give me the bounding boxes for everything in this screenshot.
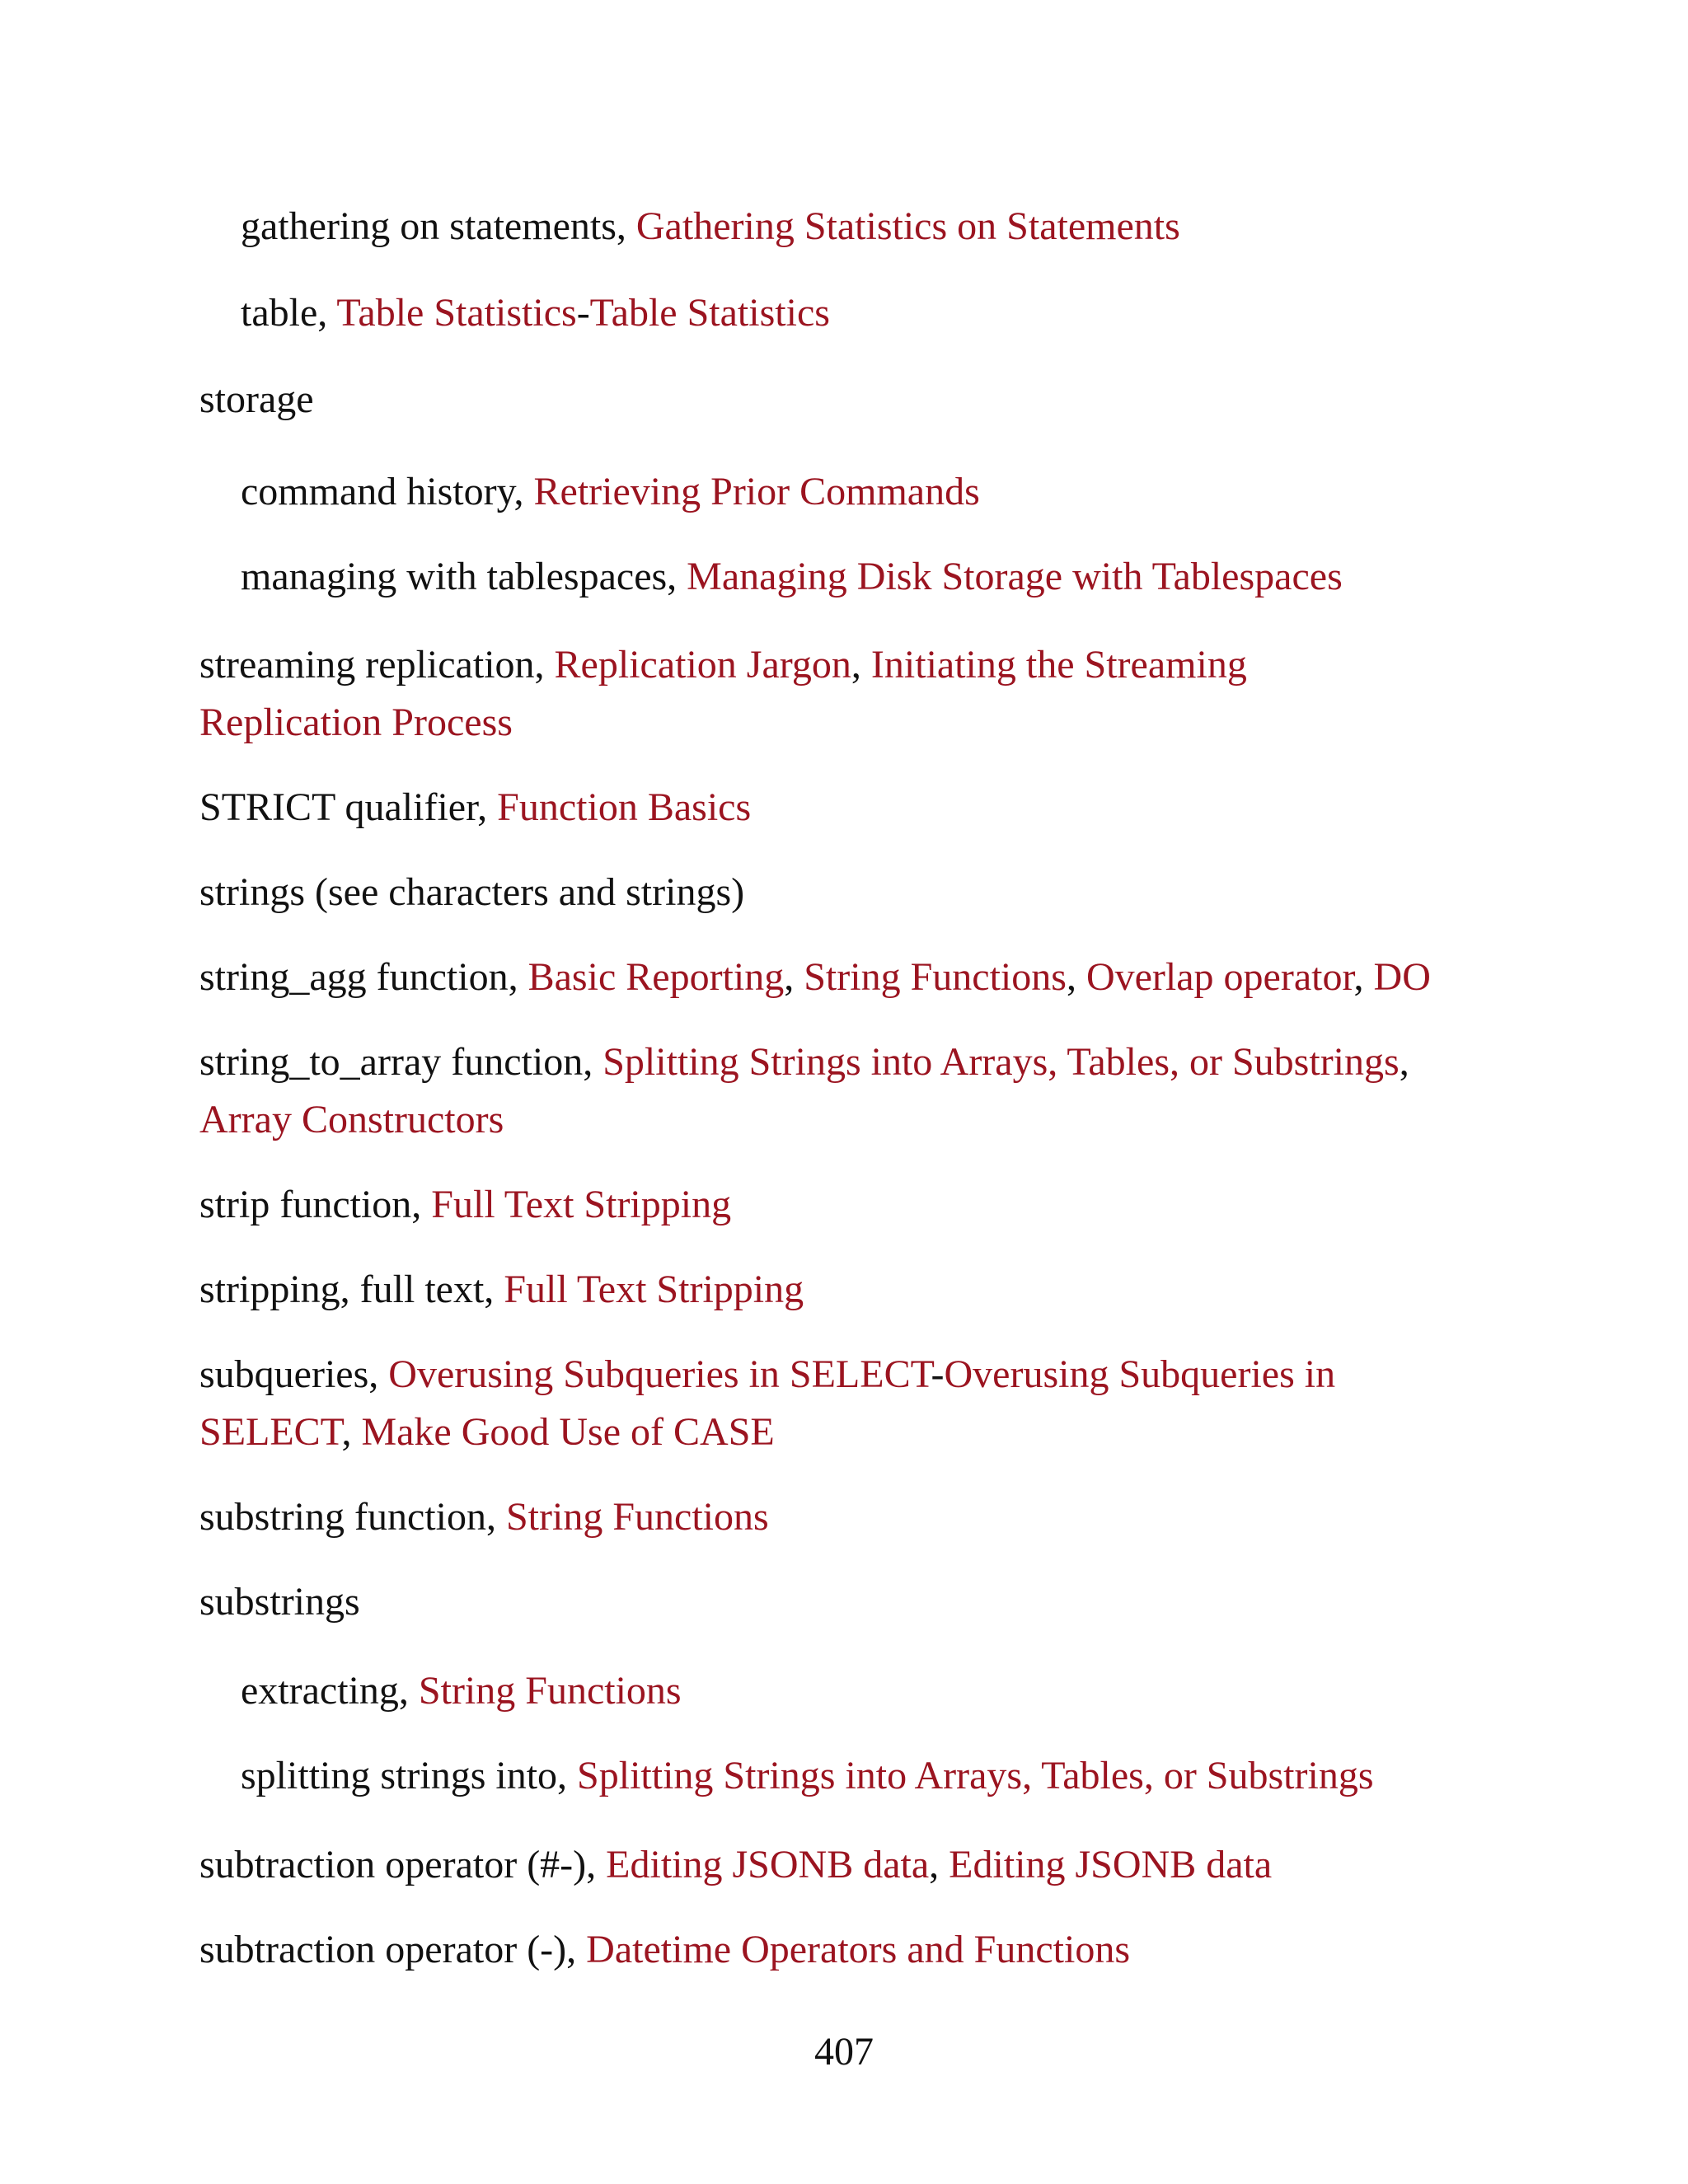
index-entry-gathering-on-statements xyxy=(241,198,1559,255)
index-term: strip function, xyxy=(199,1183,432,1226)
index-entry-string-to-array xyxy=(199,1033,1485,1149)
index-link-editing-jsonb-data[interactable]: Editing JSONB data xyxy=(606,1843,930,1886)
index-link-overusing-subqueries-start[interactable]: Overusing Subqueries in SELECT xyxy=(388,1352,931,1396)
index-link-splitting-strings[interactable]: Splitting Strings into Arrays, Tables, or Substrings xyxy=(603,1040,1400,1084)
index-term: command history, xyxy=(241,470,534,513)
index-entry-command-history xyxy=(241,463,1559,521)
index-term: STRICT qualifier, xyxy=(199,785,498,829)
index-link-string-functions[interactable]: String Functions xyxy=(418,1669,682,1713)
separator: , xyxy=(1399,1040,1409,1084)
index-entry-extracting xyxy=(241,1662,1559,1720)
index-term: subtraction operator (-), xyxy=(199,1928,587,1971)
index-term: strings (see characters and strings) xyxy=(199,870,745,914)
separator: , xyxy=(1066,955,1086,999)
index-entry-strip-function xyxy=(199,1176,1518,1234)
index-link-retrieving-prior-commands[interactable]: Retrieving Prior Commands xyxy=(533,470,980,513)
index-entry-stripping-full-text xyxy=(199,1261,1518,1319)
index-link-function-basics[interactable]: Function Basics xyxy=(497,785,752,829)
index-link-full-text-stripping[interactable]: Full Text Stripping xyxy=(431,1183,732,1226)
separator: , xyxy=(784,955,804,999)
index-term: stripping, full text, xyxy=(199,1268,504,1311)
index-term: string_agg function, xyxy=(199,955,528,999)
index-entry-subtraction-operator-hash xyxy=(199,1836,1518,1894)
separator: , xyxy=(1353,955,1374,999)
index-entry-table xyxy=(241,284,1559,342)
index-link-make-good-use-of-case[interactable]: Make Good Use of CASE xyxy=(361,1410,775,1454)
index-link-initiating-streaming-replication[interactable]: Initiating the Streaming Replication Process xyxy=(199,643,1247,744)
index-term: gathering on statements, xyxy=(241,204,636,248)
index-term: managing with tablespaces, xyxy=(241,555,687,598)
index-term: substring function, xyxy=(199,1495,506,1539)
page-number: 407 xyxy=(814,2030,874,2074)
index-entry-subqueries xyxy=(199,1346,1436,1461)
index-link-gathering-statistics[interactable]: Gathering Statistics on Statements xyxy=(635,204,1180,248)
index-entry-strict-qualifier xyxy=(199,779,1518,837)
index-link-full-text-stripping[interactable]: Full Text Stripping xyxy=(504,1268,804,1311)
index-link-overlap-operator[interactable]: Overlap operator xyxy=(1085,955,1354,999)
index-term: streaming replication, xyxy=(199,643,555,687)
index-term: subtraction operator (#-), xyxy=(199,1843,607,1886)
index-link-splitting-strings[interactable]: Splitting Strings into Arrays, Tables, or Substrings xyxy=(577,1754,1374,1797)
index-term: splitting strings into, xyxy=(241,1754,578,1797)
index-link-managing-disk-storage[interactable]: Managing Disk Storage with Tablespaces xyxy=(687,555,1343,598)
index-entry-splitting-strings-into xyxy=(241,1747,1559,1805)
index-entry-strings xyxy=(199,864,1518,921)
index-entry-storage xyxy=(199,371,1518,429)
index-link-basic-reporting[interactable]: Basic Reporting xyxy=(528,955,785,999)
index-link-editing-jsonb-data[interactable]: Editing JSONB data xyxy=(949,1843,1273,1886)
index-link-do[interactable]: DO xyxy=(1373,955,1431,999)
index-link-replication-jargon[interactable]: Replication Jargon xyxy=(554,643,851,687)
index-term: substrings xyxy=(199,1580,360,1624)
separator: , xyxy=(341,1410,362,1454)
index-link-table-statistics-end[interactable]: Table Statistics xyxy=(589,291,830,335)
index-link-array-constructors[interactable]: Array Constructors xyxy=(199,1098,504,1141)
range-separator: - xyxy=(576,291,590,335)
index-entry-substring-function xyxy=(199,1488,1518,1546)
index-term: subqueries, xyxy=(199,1352,389,1396)
index-link-overusing-subqueries-end[interactable]: Overusing Subqueries in SELECT xyxy=(199,1352,1336,1454)
index-term: extracting, xyxy=(241,1669,419,1713)
index-term: storage xyxy=(199,377,314,421)
index-entry-subtraction-operator xyxy=(199,1921,1518,1979)
index-entry-streaming-replication xyxy=(199,636,1353,752)
index-entry-substrings xyxy=(199,1573,1518,1631)
index-link-string-functions[interactable]: String Functions xyxy=(804,955,1067,999)
index-term: string_to_array function, xyxy=(199,1040,603,1084)
index-term: table, xyxy=(241,291,337,335)
index-link-table-statistics-start[interactable]: Table Statistics xyxy=(336,291,577,335)
index-entry-string-agg xyxy=(199,949,1518,1006)
range-separator: - xyxy=(931,1352,945,1396)
index-link-datetime-operators[interactable]: Datetime Operators and Functions xyxy=(586,1928,1130,1971)
separator: , xyxy=(851,643,871,687)
separator: , xyxy=(929,1843,950,1886)
index-link-string-functions[interactable]: String Functions xyxy=(505,1495,769,1539)
index-entry-managing-tablespaces xyxy=(241,548,1559,606)
